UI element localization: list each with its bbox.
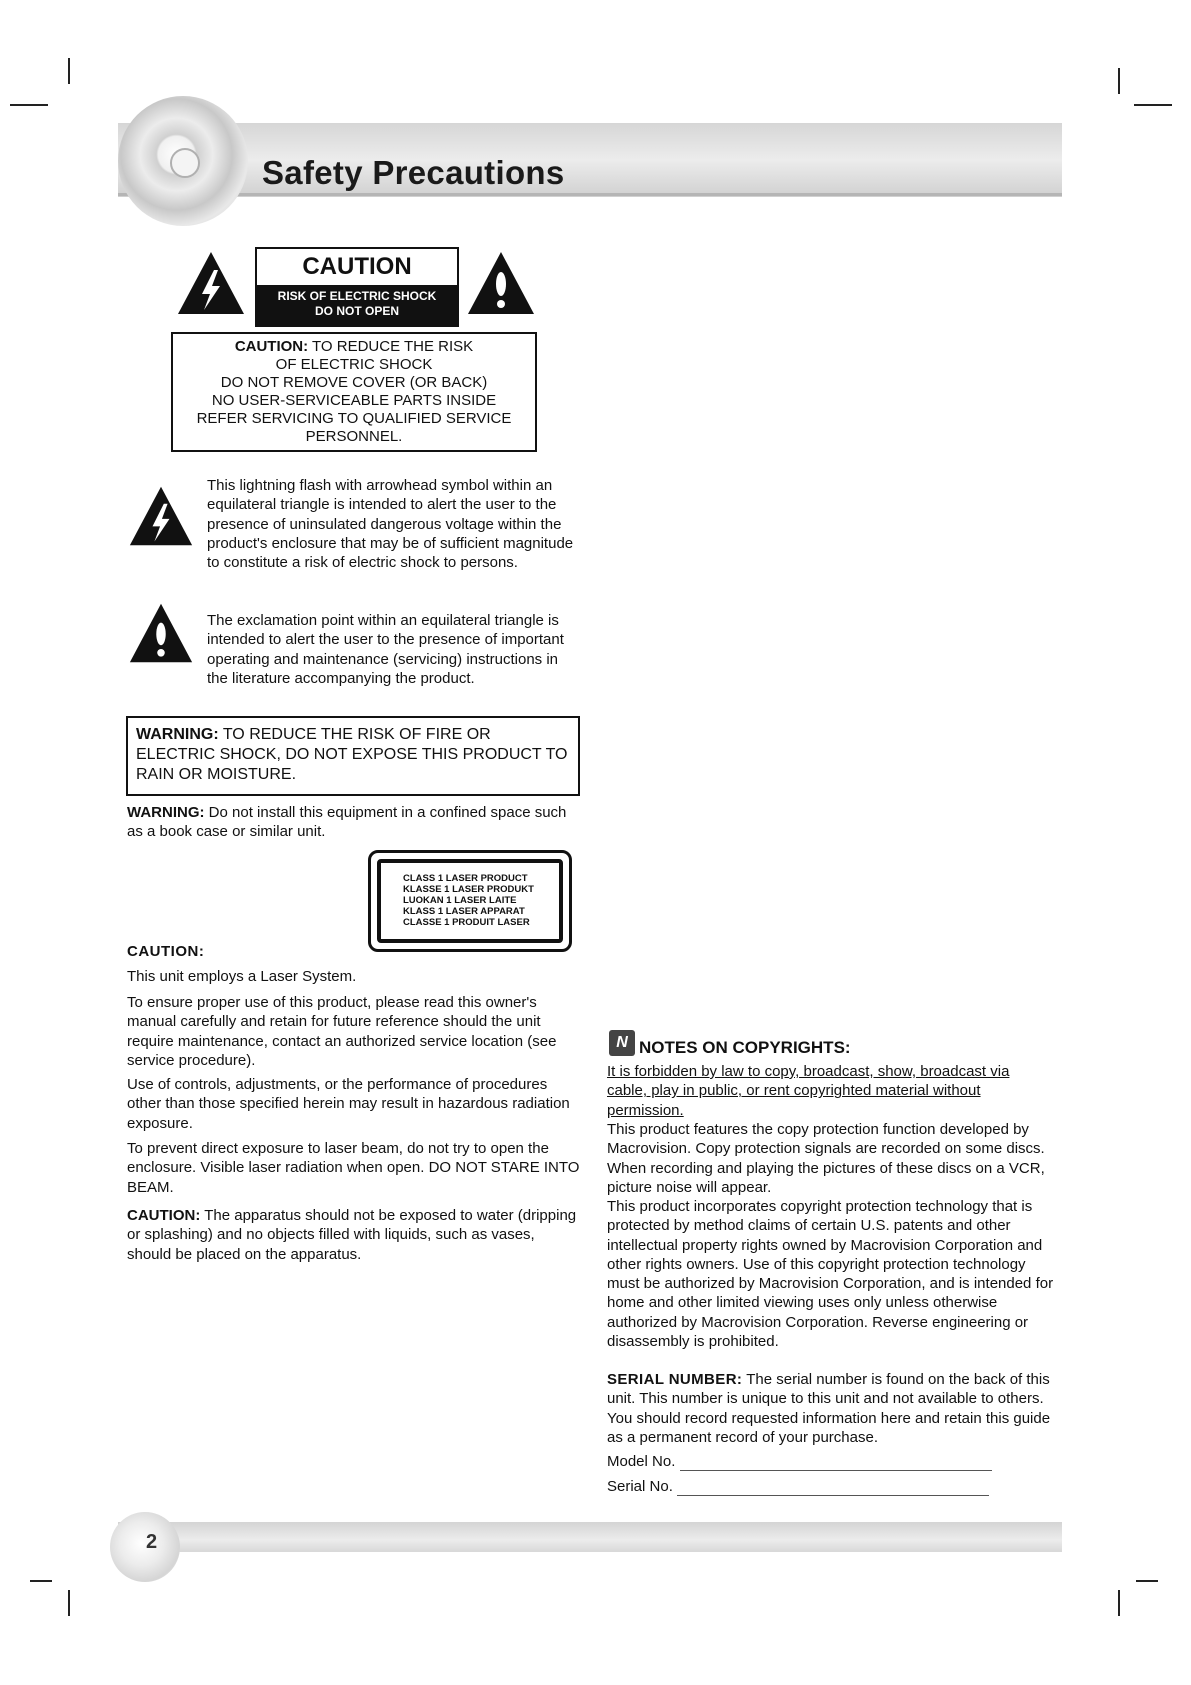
header-band	[118, 123, 1062, 197]
copyright-paragraph: This product incorporates copyright protection technology that is protected by method claims of certain U.S. patents and other intellectual property rights owned by Macrovision Corporation and other rights owners. Use of this copyright protection technology must be authorized by Macrovision Corporation, and is intended for home and other limited viewing uses only unless otherwise authorized by Macrovision Corporation. Reverse engineering or disassembly is prohibited.	[607, 1198, 1054, 1351]
copyright-heading: NOTES ON COPYRIGHTS:	[639, 1038, 851, 1057]
caution-label-title: CAUTION	[257, 249, 457, 285]
warning-lead: WARNING:	[127, 804, 205, 821]
page-number: 2	[146, 1531, 158, 1553]
laser-label-line: KLASS 1 LASER APPARAT	[403, 906, 525, 917]
warning-installation	[127, 803, 583, 842]
serial-number-field[interactable]	[677, 1481, 989, 1496]
laser-label-line: LUOKAN 1 LASER LAITE	[403, 895, 517, 906]
exclamation-triangle-icon	[466, 250, 536, 316]
warning-box-lead: WARNING:	[136, 726, 219, 743]
serial-number-section	[607, 1370, 1062, 1447]
caution-box-text: PERSONNEL.	[305, 428, 403, 445]
caution-water-lead: CAUTION:	[127, 1207, 201, 1224]
caution-paragraph: Use of controls, adjustments, or the performance of procedures other than those specified herein may result in hazardous radiation exposure.	[127, 1076, 570, 1132]
serial-number-label: Serial No.	[607, 1478, 673, 1495]
laser-label-line: CLASSE 1 PRODUIT LASER	[403, 917, 530, 928]
crop-mark	[10, 104, 48, 106]
copyright-paragraph: This product features the copy protection function developed by Macrovision. Copy protection signals are recorded on some discs. When recording and playing the pictures of these discs on a VCR, picture noise will appear.	[607, 1121, 1045, 1196]
caution-label-line: DO NOT OPEN	[314, 304, 399, 318]
warning-text: Do not install this equipment in a confined space such as a book case or similar unit.	[127, 804, 567, 841]
serial-number-lead: SERIAL NUMBER:	[607, 1371, 743, 1388]
crop-mark	[30, 1580, 52, 1582]
caution-heading: CAUTION:	[127, 943, 205, 960]
footer-band	[118, 1522, 1062, 1552]
caution-water-text: The apparatus should not be exposed to water (dripping or splashing) and no objects filled with liquids, such as vases, should be placed on the apparatus.	[127, 1207, 577, 1263]
model-number-row	[607, 1452, 992, 1471]
exclamation-description: The exclamation point within an equilateral triangle is intended to alert the user to the presence of important operating and maintenance (servicing) instructions in the literature accompanying the product.	[207, 612, 564, 687]
warning-box	[126, 716, 580, 796]
crop-mark	[1136, 1580, 1158, 1582]
lightning-description: This lightning flash with arrowhead symbol within an equilateral triangle is intended to alert the user to the presence of uninsulated dangerous voltage within the product's enclosure that may be of sufficient magnitude to constitute a risk of electric shock to persons.	[207, 477, 574, 572]
caution-box-text: TO REDUCE THE RISK	[308, 338, 474, 355]
crop-mark	[1134, 104, 1172, 106]
caution-box-text: DO NOT REMOVE COVER (OR BACK)	[220, 374, 488, 391]
warning-box-text: TO REDUCE THE RISK OF FIRE OR ELECTRIC SHOCK, DO NOT EXPOSE THIS PRODUCT TO RAIN OR MOISTURE.	[136, 726, 568, 783]
serial-number-text: The serial number is found on the back of this unit. This number is unique to this unit and not available to others. You should record requested information here and retain this guide as a permanent record of your purchase.	[607, 1371, 1051, 1446]
caution-box-text: OF ELECTRIC SHOCK	[275, 356, 433, 373]
laser-label-line: CLASS 1 LASER PRODUCT	[403, 873, 528, 884]
crop-mark	[1118, 1590, 1120, 1616]
caution-box-text: NO USER-SERVICEABLE PARTS INSIDE	[211, 392, 497, 409]
note-icon: N	[609, 1030, 635, 1056]
exclamation-triangle-icon	[128, 601, 194, 665]
caution-box-text: REFER SERVICING TO QUALIFIED SERVICE	[196, 410, 512, 427]
caution-water	[127, 1206, 583, 1264]
laser-label-line: KLASSE 1 LASER PRODUKT	[403, 884, 534, 895]
crop-mark	[68, 1590, 70, 1616]
caution-paragraph: To prevent direct exposure to laser beam, do not try to open the enclosure. Visible laser radiation when open. DO NOT STARE INTO BEAM.	[127, 1140, 580, 1196]
lightning-triangle-icon	[128, 484, 194, 548]
caution-paragraph: To ensure proper use of this product, please read this owner's manual carefully and retain for future reference should the unit require maintenance, contact an authorized service location (see service procedure).	[127, 994, 557, 1069]
caution-box	[171, 332, 537, 452]
page-title: Safety Precautions	[262, 154, 565, 191]
serial-number-row	[607, 1477, 989, 1496]
crop-mark	[68, 58, 70, 84]
lightning-triangle-icon	[176, 250, 246, 316]
copyright-notice: It is forbidden by law to copy, broadcast, show, broadcast via cable, play in public, or rent copyrighted material without permission.	[607, 1063, 1010, 1119]
crop-mark	[1118, 68, 1120, 94]
model-number-field[interactable]	[680, 1456, 992, 1471]
caution-label	[255, 247, 459, 327]
caution-label-line: RISK OF ELECTRIC SHOCK	[277, 289, 437, 303]
model-number-label: Model No.	[607, 1453, 676, 1470]
caution-paragraph: This unit employs a Laser System.	[127, 968, 357, 985]
laser-product-label	[368, 850, 572, 952]
disc-hole	[170, 148, 200, 178]
caution-box-lead: CAUTION:	[234, 338, 309, 355]
footer-disc	[110, 1512, 180, 1582]
header-underline	[118, 193, 1062, 196]
